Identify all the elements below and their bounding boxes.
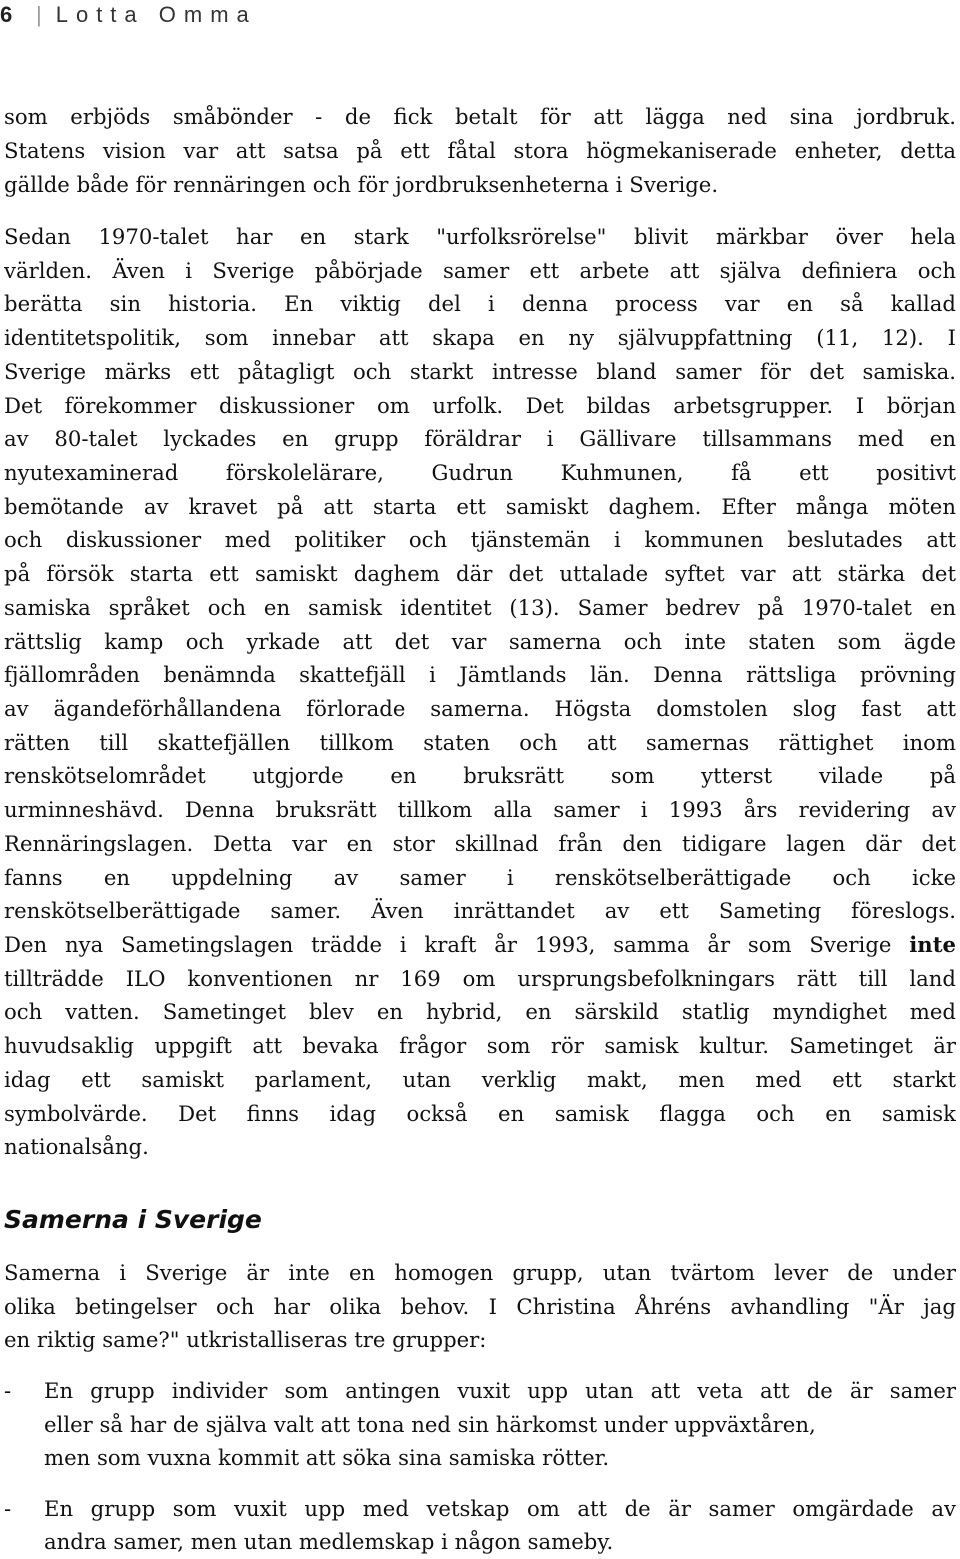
- list-item-line: men som vuxna kommit att söka sina samiska rötter.: [44, 1445, 610, 1470]
- paragraph-line: Samerna i Sverige är inte en homogen grupp, utan tvärtom lever de under: [4, 1260, 956, 1285]
- paragraph-line: Sverige märks ett påtagligt och starkt intresse bland samer för det samiska.: [4, 359, 956, 384]
- paragraph-line: en riktig same?" utkristalliseras tre grupper:: [4, 1327, 487, 1352]
- paragraph-line: symbolvärde. Det finns idag också en samisk flagga och en samisk: [4, 1101, 956, 1126]
- paragraph-line: identitetspolitik, som innebar att skapa en ny självuppfattning (11, 12). I: [4, 325, 956, 350]
- paragraph-line: fanns en uppdelning av samer i renskötselberättigade och icke: [4, 865, 956, 890]
- running-header: [0, 0, 600, 30]
- paragraph-line: och vatten. Sametinget blev en hybrid, en särskild statlig myndighet med: [4, 999, 956, 1024]
- paragraph-line: som erbjöds småbönder - de fick betalt för att lägga ned sina jordbruk.: [4, 104, 956, 129]
- paragraph-line: rättslig kamp och yrkade att det var samerna och inte staten som ägde: [4, 629, 956, 654]
- paragraph-text: Den nya Sametingslagen trädde i kraft år 1993, samma år som Sverige: [4, 932, 892, 957]
- paragraph-line: Statens vision var att satsa på ett fåtal stora högmekaniserade enheter, detta: [4, 138, 956, 163]
- paragraph-line: gällde både för rennäringen och för jordbruksenheterna i Sverige.: [4, 172, 719, 197]
- list-item-line: eller så har de själva valt att tona ned sin härkomst under uppväxtåren,: [44, 1412, 816, 1437]
- list-item-line: andra samer, men utan medlemskap i någon sameby.: [44, 1529, 614, 1554]
- page-number: 6: [0, 2, 13, 27]
- paragraph-line: idag ett samiskt parlament, utan verklig makt, men med ett starkt: [4, 1067, 956, 1092]
- paragraph-line: huvudsaklig uppgift att bevaka frågor som rör samisk kultur. Sametinget är: [4, 1033, 956, 1058]
- paragraph-line: olika betingelser och har olika behov. I Christina Åhréns avhandling "Är jag: [4, 1294, 956, 1319]
- paragraph-line: samiska språket och en samisk identitet (13). Samer bedrev på 1970-talet en: [4, 595, 956, 620]
- paragraph-line: urminneshävd. Denna bruksrätt tillkom alla samer i 1993 års revidering av: [4, 797, 956, 822]
- paragraph-line: på försök starta ett samiskt daghem där det uttalade syftet var att stärka det: [4, 561, 956, 586]
- list-item-line: En grupp individer som antingen vuxit upp utan att veta att de är samer: [44, 1378, 956, 1403]
- bold-word: inte: [909, 932, 956, 957]
- list-item-dash: -: [4, 1496, 12, 1521]
- paragraph-line: av ägandeförhållandena förlorade samerna. Högsta domstolen slog fast att: [4, 696, 956, 721]
- list-item-line: En grupp som vuxit upp med vetskap om att de är samer omgärdade av: [44, 1496, 956, 1521]
- paragraph-line: nyutexaminerad förskolelärare, Gudrun Kuhmunen, få ett positivt: [4, 460, 956, 485]
- paragraph-line: renskötselberättigade samer. Även inrättandet av ett Sameting föreslogs.: [4, 898, 956, 923]
- paragraph-line: nationalsång.: [4, 1134, 149, 1159]
- paragraph-line: Rennäringslagen. Detta var en stor skillnad från den tidigare lagen där det: [4, 831, 956, 856]
- list-item-dash: -: [4, 1378, 12, 1403]
- paragraph-line: Sedan 1970-talet har en stark "urfolksrörelse" blivit märkbar över hela: [4, 224, 956, 249]
- paragraph-line: rätten till skattefjällen tillkom staten och att samernas rättighet inom: [4, 730, 956, 755]
- paragraph-line: fjällområden benämnda skattefjäll i Jämtlands län. Denna rättsliga prövning: [4, 662, 956, 687]
- paragraph-line: berätta sin historia. En viktig del i denna process var en så kallad: [4, 291, 956, 316]
- paragraph-line-with-bold: [4, 928, 956, 962]
- paragraph-line: av 80-talet lyckades en grupp föräldrar i Gällivare tillsammans med en: [4, 426, 956, 451]
- header-separator: |: [36, 2, 42, 27]
- paragraph-line: renskötselområdet utgjorde en bruksrätt som ytterst vilade på: [4, 763, 956, 788]
- paragraph-line: och diskussioner med politiker och tjänstemän i kommunen beslutades att: [4, 527, 956, 552]
- paragraph-line: världen. Även i Sverige påbörjade samer ett arbete att själva definiera och: [4, 258, 956, 283]
- paragraph-line: tillträdde ILO konventionen nr 169 om ursprungsbefolkningars rätt till land: [4, 966, 956, 991]
- paragraph-line: Det förekommer diskussioner om urfolk. Det bildas arbetsgrupper. I början: [4, 393, 956, 418]
- section-heading: Samerna i Sverige: [4, 1205, 262, 1234]
- header-author: Lotta Omma: [55, 2, 257, 27]
- paragraph-line: bemötande av kravet på att starta ett samiskt daghem. Efter många möten: [4, 494, 956, 519]
